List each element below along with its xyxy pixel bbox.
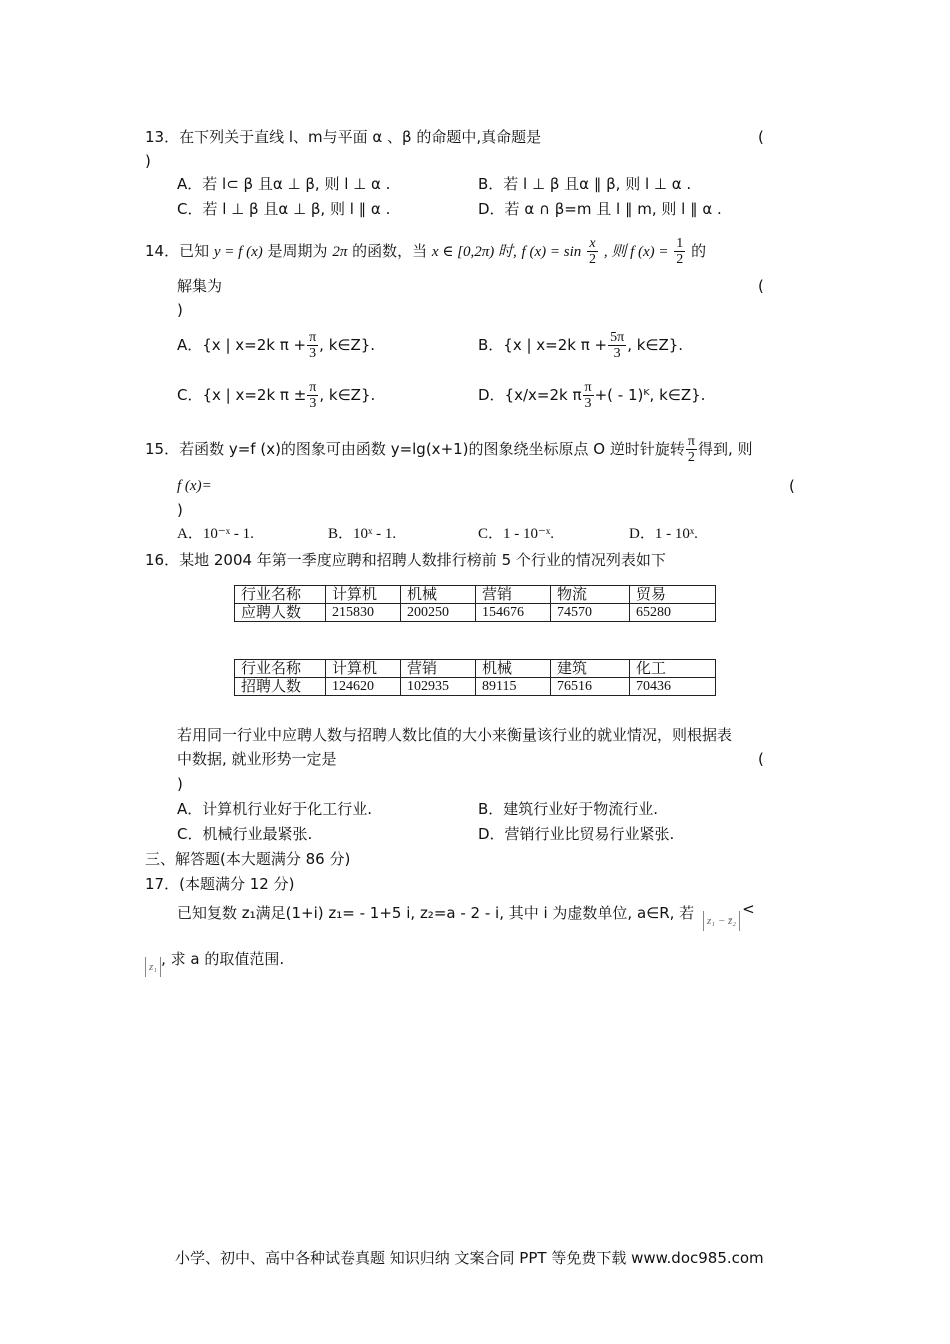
q15-line2: f (x)= — [177, 478, 212, 494]
table-cell: 89115 — [476, 678, 551, 696]
table-cell: 招聘人数 — [235, 678, 326, 696]
q15-paren-open: ( — [789, 477, 795, 495]
q13-paren-open: ( — [758, 128, 764, 146]
q16-option-b: B．建筑行业好于物流行业. — [478, 800, 659, 818]
q14-fx: f (x) = sin — [521, 244, 582, 260]
table-header-cell: 行业名称 — [235, 586, 326, 604]
q16-para1: 若用同一行业中应聘人数与招聘人数比值的大小来衡量该行业的就业情况，则根据表 — [177, 726, 733, 744]
q14-frac-x-over-2 — [587, 236, 598, 267]
table-cell: 65280 — [630, 604, 716, 622]
q15-option-d: D．1 - 10ˣ. — [629, 526, 698, 542]
q14-period: 2π — [332, 244, 348, 260]
q15-option-c: C．1 - 10⁻ˣ. — [478, 526, 555, 542]
q14-b-post: , k∈Z}. — [627, 336, 684, 354]
q17-line1-text: 已知复数 z₁满足(1+i) z₁= - 1+5 i, z₂=a - 2 - i, 其中 i 为虚数单位, a∈R, 若 — [177, 904, 695, 922]
q14-stem — [145, 236, 706, 267]
q15-option-b: B．10ˣ - 1. — [328, 526, 397, 542]
q16-option-d: D．营销行业比贸易行业紧张. — [478, 825, 675, 843]
q14-d-post: +( - 1)ᴷ, k∈Z}. — [594, 386, 706, 404]
q14-b-pre: B．{x | x=2k π + — [478, 336, 608, 354]
q14-line2: 解集为 — [177, 277, 223, 295]
q15-pre: 15．若函数 y=f (x)的图象可由函数 y=lg(x+1)的图象绕坐标原点 O 逆时针旋转 — [145, 440, 685, 458]
table-header-cell: 化工 — [630, 660, 716, 678]
q15-rot-den: 2 — [687, 450, 695, 465]
q16-option-c: C．机械行业最紧张. — [177, 825, 313, 843]
q15-post: 得到, 则 — [697, 440, 753, 458]
q13-option-a: A．若 l⊂ β 且α ⊥ β, 则 l ⊥ α . — [177, 175, 391, 193]
q17-line2-text: , 求 a 的取值范围. — [161, 950, 285, 968]
table-row — [235, 604, 716, 622]
q13-option-c: C．若 l ⊥ β 且α ⊥ β, 则 l ∥ α . — [177, 200, 391, 218]
q15-option-a: A．10⁻ˣ - 1. — [177, 526, 254, 542]
table-cell: 74570 — [551, 604, 630, 622]
q14-then: , 则 f (x) = — [603, 244, 669, 260]
q14-pre: 14．已知 — [145, 242, 210, 260]
q15-frac — [686, 434, 697, 465]
q14-d-pre: D．{x/x=2k π — [478, 386, 582, 404]
q14-option-c — [177, 378, 375, 412]
q14-option-b — [478, 328, 683, 362]
q14-half-den: 2 — [676, 252, 684, 267]
q15-paren-close: ) — [177, 501, 183, 519]
footer-banner: 小学、初中、高中各种试卷真题 知识归纳 文案合同 PPT 等免费下载 www.doc985.com — [175, 1249, 764, 1267]
q14-a-frac — [307, 330, 318, 361]
q14-c-frac — [307, 380, 318, 411]
q16-paren-close: ) — [177, 775, 183, 793]
table-cell: 215830 — [326, 604, 401, 622]
q14-d-den: 3 — [584, 396, 592, 411]
q14-frac-half — [674, 236, 685, 267]
q17-abs-diff: z₁ − z̄₂ — [703, 911, 740, 931]
q16-table-openings — [234, 659, 716, 696]
q14-option-d — [478, 378, 705, 412]
table-header-cell: 机械 — [401, 586, 476, 604]
table-header-cell: 物流 — [551, 586, 630, 604]
table-header-cell: 计算机 — [326, 660, 401, 678]
q14-a-num: π — [309, 330, 317, 345]
q14-paren-close: ) — [177, 301, 183, 319]
q14-a-post: , k∈Z}. — [319, 336, 376, 354]
q17-line1 — [177, 899, 755, 931]
table-cell: 154676 — [476, 604, 551, 622]
q15-stem — [145, 432, 753, 466]
table-cell: 200250 — [401, 604, 476, 622]
q14-a-pre: A．{x | x=2k π + — [177, 336, 307, 354]
q14-c-num: π — [309, 380, 317, 395]
q14-c-post: , k∈Z}. — [319, 386, 376, 404]
q17-line2 — [145, 949, 284, 977]
q14-option-a — [177, 328, 375, 362]
q14-b-num: 5π — [610, 330, 625, 345]
q14-half-num: 1 — [676, 236, 684, 251]
table-row — [235, 678, 716, 696]
q14-frac-num: x — [589, 236, 596, 251]
q14-mid2: 的函数，当 — [352, 242, 428, 260]
section-heading: 三、解答题(本大题满分 86 分) — [145, 850, 351, 868]
table-header-cell: 建筑 — [551, 660, 630, 678]
table-cell: 102935 — [401, 678, 476, 696]
q14-d-frac — [583, 380, 594, 411]
q13-paren-close: ) — [145, 152, 151, 170]
q14-c-den: 3 — [309, 396, 317, 411]
q14-a-den: 3 — [309, 346, 317, 361]
q14-paren-open: ( — [758, 277, 764, 295]
table-header-cell: 行业名称 — [235, 660, 326, 678]
q16-option-a: A．计算机行业好于化工行业. — [177, 800, 373, 818]
q13-option-d: D．若 α ∩ β=m 且 l ∥ m, 则 l ∥ α . — [478, 200, 722, 218]
q16-paren-open: ( — [758, 750, 764, 768]
q14-c-pre: C．{x | x=2k π ± — [177, 386, 307, 404]
table-header-cell: 计算机 — [326, 586, 401, 604]
table-cell: 70436 — [630, 678, 716, 696]
q17-abs-z1: z₁ — [145, 957, 161, 977]
table-header-cell: 营销 — [401, 660, 476, 678]
q14-tail: 的 — [691, 242, 707, 260]
q13-stem: 13．在下列关于直线 l、m与平面 α 、β 的命题中,真命题是 — [145, 128, 542, 146]
q14-domain: x ∈ [0,2π) 时, — [431, 244, 517, 260]
q16-stem: 16．某地 2004 年第一季度应聘和招聘人数排行榜前 5 个行业的情况列表如下 — [145, 551, 666, 569]
q14-d-num: π — [584, 380, 592, 395]
q14-func: y = f (x) — [213, 244, 263, 260]
q14-b-frac — [608, 330, 626, 361]
q14-mid: 是周期为 — [267, 242, 328, 260]
q17-less-than: < — [742, 900, 755, 918]
q16-para2: 中数据, 就业形势一定是 — [177, 750, 337, 768]
table-cell: 76516 — [551, 678, 630, 696]
table-cell: 124620 — [326, 678, 401, 696]
table-row — [235, 586, 716, 604]
q16-table-applicants — [234, 585, 716, 622]
table-header-cell: 贸易 — [630, 586, 716, 604]
q15-rot-num: π — [687, 434, 695, 449]
table-header-cell: 营销 — [476, 586, 551, 604]
table-row — [235, 660, 716, 678]
q13-option-b: B．若 l ⊥ β 且α ∥ β, 则 l ⊥ α . — [478, 175, 692, 193]
q14-frac-den: 2 — [589, 252, 597, 267]
q14-b-den: 3 — [613, 346, 621, 361]
q17-head: 17．(本题满分 12 分) — [145, 875, 295, 893]
table-header-cell: 机械 — [476, 660, 551, 678]
table-cell: 应聘人数 — [235, 604, 326, 622]
